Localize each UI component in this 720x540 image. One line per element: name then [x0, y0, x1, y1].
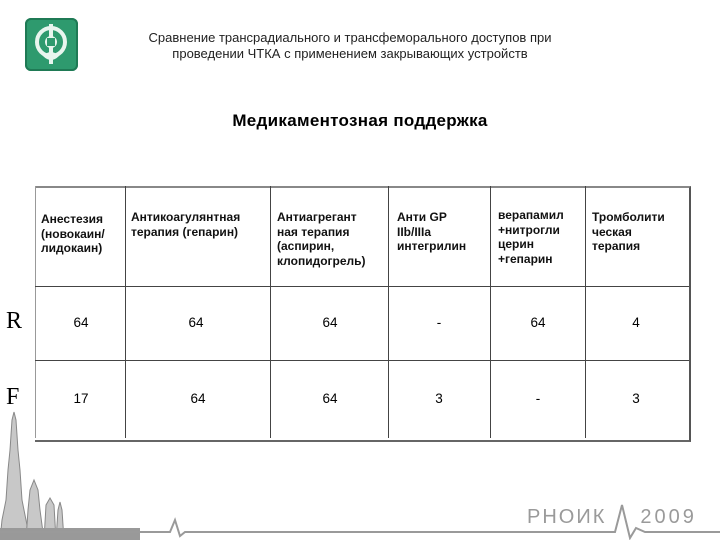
presentation-header [120, 30, 580, 62]
header-line-1: Сравнение трансрадиального и трансфеморального доступов при [148, 30, 552, 45]
table-divider [585, 186, 586, 438]
row-label: R [6, 308, 23, 334]
table-cell: 4 [632, 315, 640, 330]
column-header-thrombolytic: Тромболити ческая терапия [592, 210, 665, 253]
table-cell: 64 [322, 315, 338, 330]
column-header-anticoagulant: Антикоагулянтная терапия (гепарин) [131, 210, 241, 239]
table-cell: - [436, 315, 442, 330]
header-line-2: проведении ЧТКА с применением закрывающих устройств [172, 46, 528, 61]
table-cell: 64 [73, 315, 89, 330]
table-cell: 64 [188, 315, 204, 330]
slide-title: Медикаментозная поддержка [232, 111, 488, 130]
brand-year: 2009 [640, 506, 697, 528]
table-cell: 17 [73, 391, 89, 406]
table-cell: 64 [530, 315, 546, 330]
table-divider [270, 186, 271, 438]
brand-logo-text [527, 506, 697, 529]
column-header-anesthesia: Анестезия (новокаин/ лидокаин) [41, 212, 105, 255]
table-divider [125, 186, 126, 438]
table-divider [35, 286, 689, 287]
table-divider [35, 186, 36, 438]
caduceus-icon [25, 18, 78, 71]
brand-name: РНОИК [527, 506, 607, 528]
column-header-verapamil: верапамил +нитрогли церин +гепарин [498, 208, 564, 266]
column-header-anti-gp: Анти GP IIb/IIIa интегрилин [397, 210, 467, 253]
table-divider [490, 186, 491, 438]
table-cell: - [535, 391, 541, 406]
table-cell: 3 [435, 391, 443, 406]
row-label: F [6, 384, 20, 410]
table-cell: 3 [632, 391, 640, 406]
table-divider [35, 360, 689, 361]
table-cell: 64 [190, 391, 206, 406]
logo-emblem [25, 18, 78, 71]
table-cell: 64 [322, 391, 338, 406]
table-divider [388, 186, 389, 438]
column-header-antiplatelet: Антиагрегант ная терапия (аспирин, клопидогрель) [277, 210, 366, 268]
